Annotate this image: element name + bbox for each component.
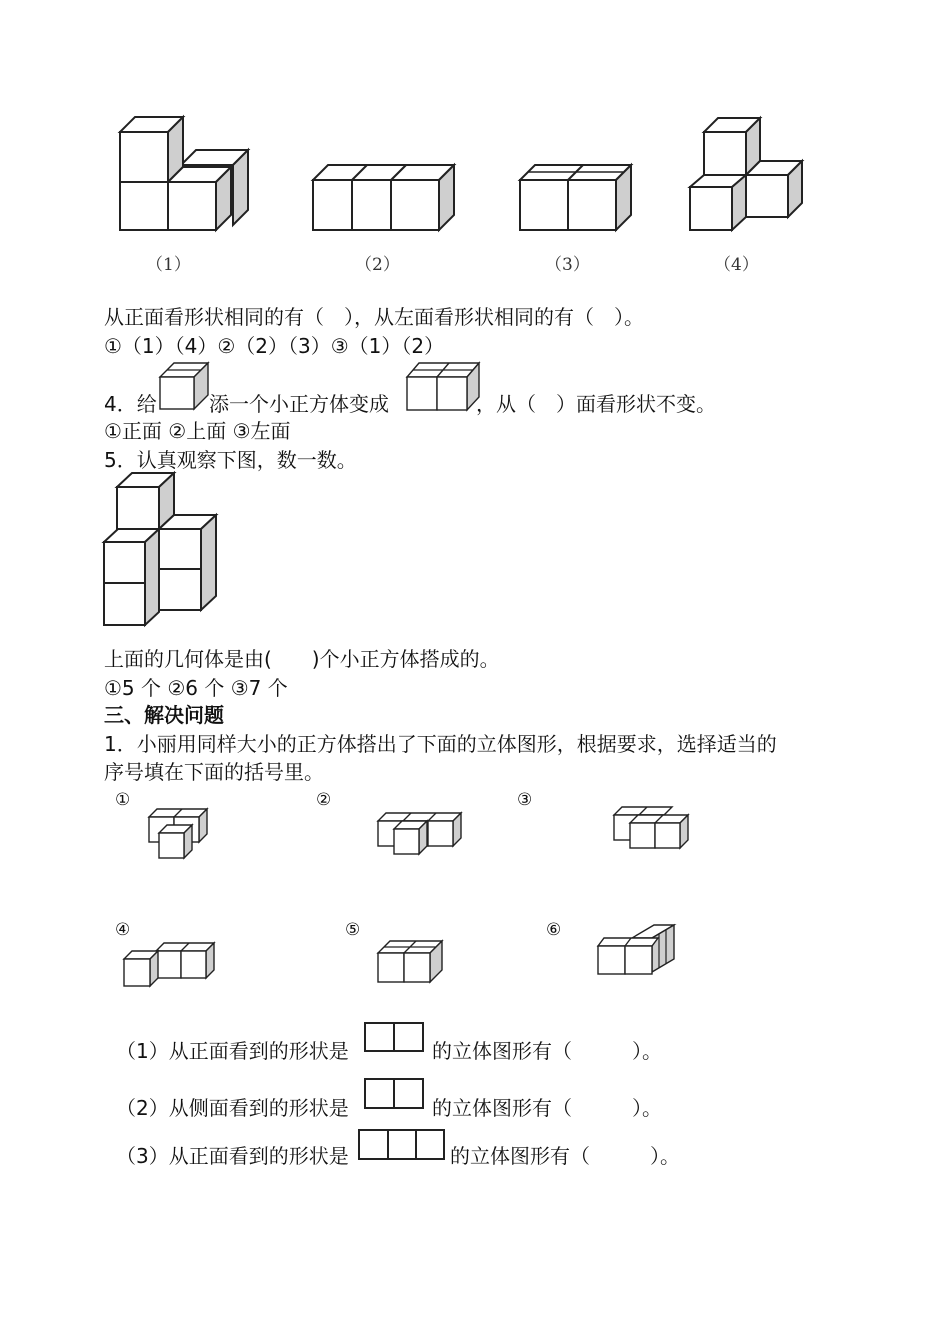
small-figure-5 [376, 940, 451, 988]
q4-part1: 4．给 [104, 392, 157, 416]
small-figure-6 [596, 924, 681, 979]
fig-num-6: ⑥ [546, 920, 562, 940]
figure-3-label: （3） [545, 255, 590, 275]
q5-options: ①5 个 ②6 个 ③7 个 [104, 676, 288, 700]
fig-num-3: ③ [517, 790, 533, 810]
fig-num-2: ② [316, 790, 332, 810]
q4-part2: 添一个小正方体变成 [209, 392, 389, 416]
small-figure-3 [612, 806, 697, 854]
fig-num-4: ④ [115, 920, 131, 940]
sub3-text-b: 的立体图形有（ ）。 [450, 1144, 680, 1168]
q4-part3: ，从（ ）面看形状不变。 [476, 392, 716, 416]
section3-q1-line1: 1．小丽用同样大小的正方体搭出了下面的立体图形，根据要求，选择适当的 [104, 732, 777, 756]
q5-question: 上面的几何体是由( )个小正方体搭成的。 [104, 647, 500, 671]
q4-options: ①正面 ②上面 ③左面 [104, 419, 291, 443]
section3-q1-line2: 序号填在下面的括号里。 [104, 760, 324, 784]
sub3-text-a: （3）从正面看到的形状是 [116, 1144, 349, 1168]
fig-num-1: ① [115, 790, 131, 810]
views-options: ①（1）（4）②（2）（3）③（1）（2） [104, 334, 445, 358]
fig-num-5: ⑤ [345, 920, 361, 940]
figure-4-cubes [688, 117, 813, 237]
small-figure-2 [376, 812, 466, 860]
views-question: 从正面看形状相同的有（ ），从左面看形状相同的有（ ）。 [104, 305, 644, 329]
figure-1-label: （1） [146, 255, 191, 275]
section3-heading: 三、解决问题 [104, 703, 224, 727]
sub3-shape-three-squares [358, 1129, 445, 1160]
figure-4-label: （4） [714, 255, 759, 275]
figure-1-cubes [118, 115, 258, 235]
sub2-text-b: 的立体图形有（ ）。 [432, 1096, 662, 1120]
figure-2-cubes [311, 162, 461, 237]
figure-3-cubes [518, 162, 638, 237]
small-figure-4 [122, 942, 222, 992]
sub2-text-a: （2）从侧面看到的形状是 [116, 1096, 349, 1120]
q5-cube-stack [102, 472, 222, 632]
sub1-shape-two-squares [364, 1022, 424, 1052]
small-figure-1 [147, 806, 212, 861]
figure-2-label: （2） [355, 255, 400, 275]
q5-stem: 5．认真观察下图，数一数。 [104, 448, 357, 472]
sub2-shape-two-squares [364, 1078, 424, 1109]
sub1-text-b: 的立体图形有（ ）。 [432, 1039, 662, 1063]
sub1-text-a: （1）从正面看到的形状是 [116, 1039, 349, 1063]
q4-shape-before [158, 357, 213, 412]
q4-shape-after [405, 357, 480, 412]
